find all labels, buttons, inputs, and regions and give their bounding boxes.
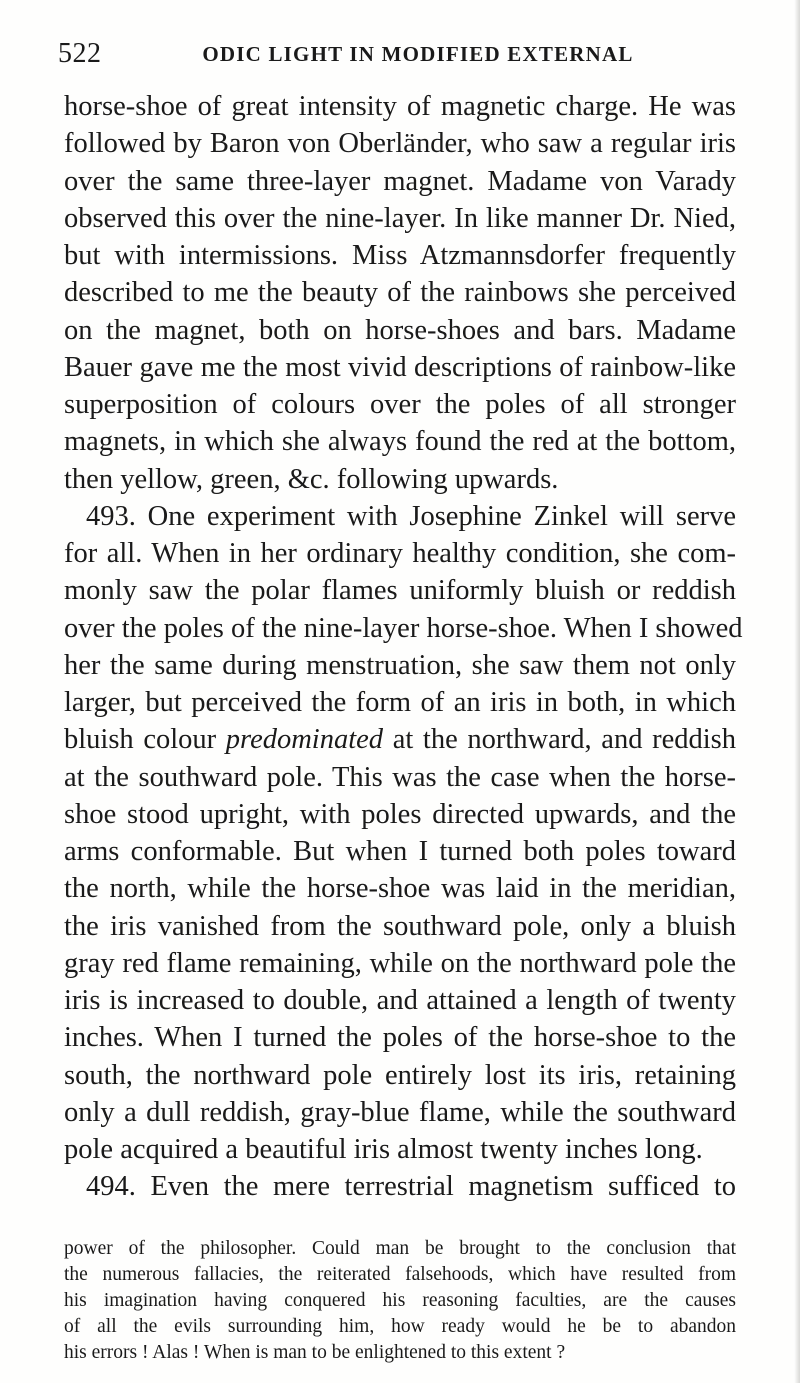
text-line: the north, while the horse-shoe was laid in the meridian, [64, 873, 736, 905]
page-number: 522 [58, 38, 102, 69]
footnote-line: his imagination having conquered his reasoning faculties, are the causes [64, 1290, 736, 1311]
text-line: iris is increased to double, and attained a length of twenty [64, 985, 736, 1016]
text-line: for all. When in her ordinary healthy condition, she com- [64, 538, 736, 569]
body-text [64, 88, 743, 1206]
text-line: but with intermissions. Miss Atzmannsdorfer frequently [64, 240, 736, 271]
text-line: magnets, in which she always found the red at the bottom, [64, 426, 736, 458]
page-header [58, 38, 738, 78]
text-line: the iris vanished from the southward pole, only a bluish [64, 910, 736, 942]
text-line-with-italic [64, 721, 736, 758]
text-line: larger, but perceived the form of an iris in both, in which [64, 687, 736, 718]
page-edge-shadow [794, 0, 800, 1383]
footnote-line: the numerous fallacies, the reiterated falsehoods, which have resulted from [64, 1264, 736, 1285]
text-line: superposition of colours over the poles of all stronger [64, 389, 736, 420]
text-line: over the poles of the nine-layer horse-shoe. When I showed [64, 612, 743, 644]
text-line: arms conformable. But when I turned both poles toward [64, 836, 736, 867]
text-line: monly saw the polar flames uniformly bluish or reddish [64, 575, 736, 607]
text-segment: at the northward, and reddish [392, 724, 736, 756]
text-line: over the same three-layer magnet. Madame von Varady [64, 165, 736, 197]
running-head: ODIC LIGHT IN MODIFIED EXTERNAL [202, 42, 634, 66]
text-line: observed this over the nine-layer. In like manner Dr. Nied, [64, 202, 736, 234]
text-line: her the same during menstruation, she saw them not only [64, 649, 736, 681]
paragraph-end-line: pole acquired a beautiful iris almost twenty inches long. [64, 1134, 703, 1165]
text-line: Bauer gave me the most vivid descriptions of rainbow-like [64, 351, 736, 383]
footnote-line: his errors ! Alas ! When is man to be enlightened to this extent ? [64, 1342, 566, 1363]
text-line: followed by Baron von Oberländer, who saw a regular iris [64, 128, 736, 160]
text-line: shoe stood upright, with poles directed upwards, and the [64, 798, 736, 830]
footnote-line: power of the philosopher. Could man be brought to the conclusion that [64, 1238, 736, 1259]
text-line: only a dull reddish, gray-blue flame, while the southward [64, 1096, 736, 1128]
text-line: gray red flame remaining, while on the northward pole the [64, 947, 736, 979]
section-494-start-line: 494. Even the mere terrestrial magnetism sufficed to [86, 1171, 736, 1203]
footnote [64, 1236, 736, 1366]
text-segment: bluish colour [64, 724, 217, 756]
text-line: horse-shoe of great intensity of magnetic charge. He was [64, 91, 736, 122]
text-line: described to me the beauty of the rainbows she perceived [64, 277, 736, 309]
text-line: inches. When I turned the poles of the horse-shoe to the [64, 1022, 736, 1054]
paragraph-end-line: then yellow, green, &c. following upwards. [64, 463, 559, 495]
italic-word: predominated [225, 724, 384, 756]
text-line: south, the northward pole entirely lost its iris, retaining [64, 1059, 736, 1091]
text-line: on the magnet, both on horse-shoes and bars. Madame [64, 314, 736, 346]
section-493-start-line: 493. One experiment with Josephine Zinkel will serve [86, 500, 736, 532]
text-line: at the southward pole. This was the case when the horse- [64, 761, 736, 793]
footnote-line: of all the evils surrounding him, how ready would he be to abandon [64, 1316, 736, 1337]
